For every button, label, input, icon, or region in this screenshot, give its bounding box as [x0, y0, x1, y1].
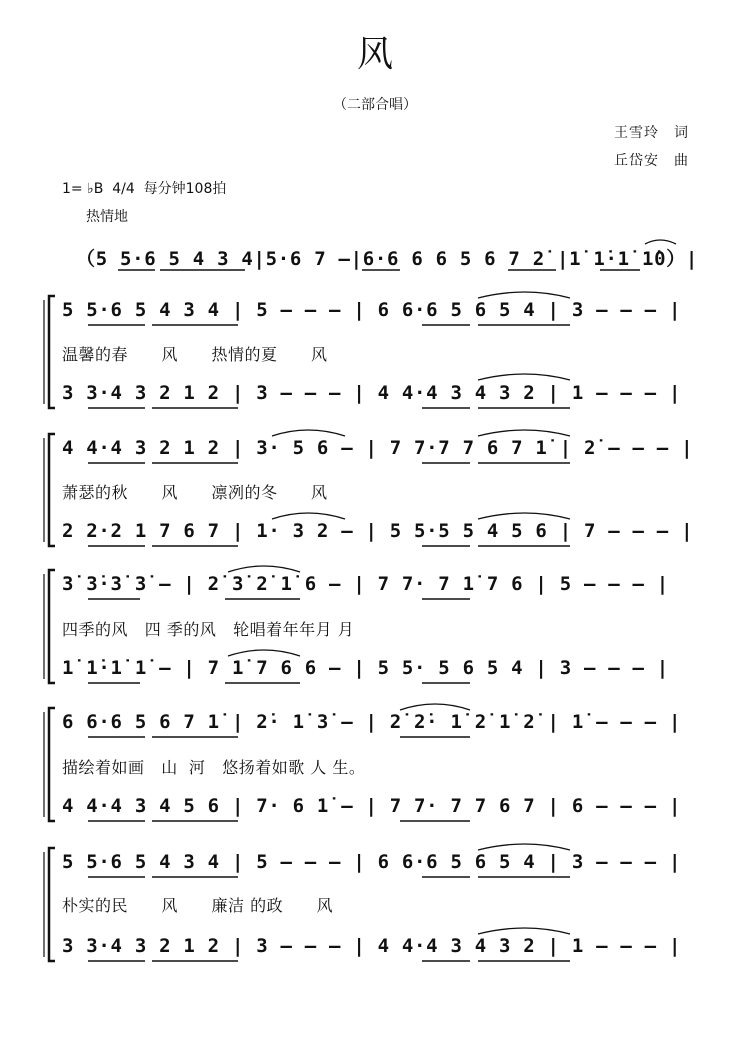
- system-3-lower-voice: 1̇ 1̇·1̇ 1̇ – | 7 1̇ 7 6 6 – | 5 5· 5 6 5 4 | 3 – – – |: [62, 657, 669, 679]
- system-1-slur: [478, 292, 570, 298]
- expression-marking: 热情地: [86, 209, 128, 225]
- lyricist-credit: 王雪玲 词: [614, 125, 689, 141]
- system-5-lyric: 朴实的民 风 廉洁 的政 风: [62, 896, 334, 915]
- system-3-slur: [228, 650, 300, 656]
- system-4-bracket: [49, 708, 55, 821]
- intro-line: （5 5·6 5 4 3 4|5·6 7 –|6·6 6 6 5 6 7 2̇ |1̇ 1̇·1̇ 1̇0）|: [76, 248, 699, 270]
- system-2-slur: [478, 430, 570, 436]
- system-2-slur: [478, 513, 570, 519]
- system-2-lyric: 萧瑟的秋 风 凛冽的冬 风: [62, 483, 328, 502]
- system-2-slur: [272, 430, 345, 436]
- system-1-bracket: [49, 296, 55, 408]
- system-5-bracket: [49, 848, 55, 961]
- system-5-lower-voice: 3 3·4 3 2 1 2 | 3 – – – | 4 4·4 3 4 3 2 | 1 – – – |: [62, 935, 682, 957]
- system-2-slur: [272, 513, 345, 519]
- song-subtitle: （二部合唱）: [333, 97, 417, 113]
- system-2-bracket: [49, 434, 55, 546]
- system-5-slur: [478, 928, 570, 934]
- intro-slur: [645, 240, 676, 244]
- system-2-upper-voice: 4 4·4 3 2 1 2 | 3· 5 6 – | 7 7·7 7 6 7 1̇ | 2̇ – – – |: [62, 437, 694, 459]
- system-3-bracket: [49, 570, 55, 683]
- system-3-upper-voice: 3̇ 3̇·3̇ 3̇ – | 2̇ 3̇ 2̇ 1̇ 6 – | 7 7· 7 1̇ 7 6 | 5 – – – |: [62, 573, 669, 595]
- system-5-upper-voice: 5 5·6 5 4 3 4 | 5 – – – | 6 6·6 5 6 5 4 | 3 – – – |: [62, 851, 682, 873]
- system-1-upper-voice: 5 5·6 5 4 3 4 | 5 – – – | 6 6·6 5 6 5 4 | 3 – – – |: [62, 299, 682, 321]
- system-5-slur: [478, 844, 570, 850]
- system-1-lower-voice: 3 3·4 3 2 1 2 | 3 – – – | 4 4·4 3 4 3 2 | 1 – – – |: [62, 382, 682, 404]
- system-3-lyric: 四季的风 四 季的风 轮唱着年年月 月: [62, 620, 355, 639]
- system-1-lyric: 温馨的春 风 热情的夏 风: [62, 345, 328, 364]
- system-2-lower-voice: 2 2·2 1 7 6 7 | 1· 3 2 – | 5 5·5 5 4 5 6 | 7 – – – |: [62, 520, 694, 542]
- key-signature-tempo: 1= ♭B 4/4 每分钟108拍: [62, 181, 227, 197]
- system-1-slur: [478, 374, 570, 380]
- system-4-upper-voice: 6 6·6 5 6 7 1̇ | 2̇· 1̇ 3̇ – | 2̇ 2̇· 1̇ 2̇ 1̇ 2̇ | 1̇ – – – |: [62, 711, 682, 733]
- composer-credit: 丘岱安 曲: [614, 153, 689, 169]
- song-title: 风: [356, 34, 393, 75]
- system-3-slur: [228, 566, 300, 572]
- system-4-lower-voice: 4 4·4 3 4 5 6 | 7· 6 1̇ – | 7 7· 7 7 6 7 | 6 – – – |: [62, 795, 682, 817]
- system-4-slur: [400, 704, 470, 710]
- system-4-lyric: 描绘着如画 山 河 悠扬着如歌 人 生。: [62, 758, 366, 777]
